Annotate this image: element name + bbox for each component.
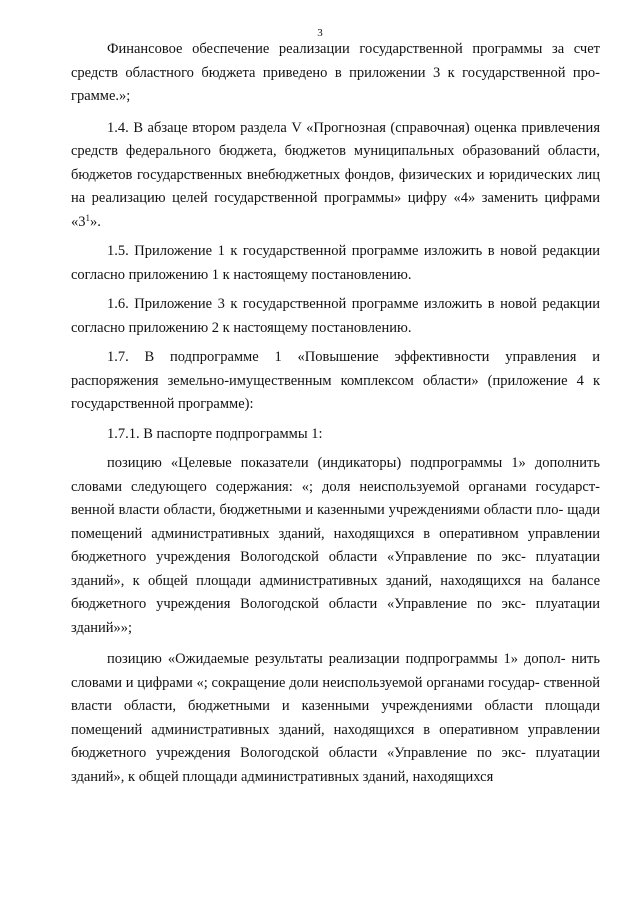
paragraph-financing: Финансовое обеспечение реализации государственной программы за счет средств областного бюджета приведено в приложении 3 к государственной про- грамме.»; bbox=[71, 41, 600, 104]
paragraph-item-1-4 bbox=[71, 117, 600, 235]
paragraph-item-1-5: 1.5. Приложение 1 к государственной программе изложить в новой редакции согласно приложению 1 к настоящему постановлению. bbox=[71, 243, 600, 283]
paragraph-expected-results: позицию «Ожидаемые результаты реализации подпрограммы 1» допол- нить словами и цифрами «; сокращение доли неиспользуемой органами государ- ственной власти области, бюджетными и казенными учреждениями области площади помещений административных зданий, находящихся в оперативном управлении бюджетного учреждения Вологодской области «Управление по экс- плуатации зданий», к общей площади административных зданий, находящихся bbox=[71, 651, 600, 785]
paragraph-target-indicators: позицию «Целевые показатели (индикаторы) подпрограммы 1» дополнить словами следующего содержания: «; доля неиспользуемой органами государст- венной власти области, бюджетными и казенными учреждениями области пло- щади помещений административных зданий, находящихся в оперативном управлении бюджетного учреждения Вологодской области «Управление по экс- плуатации зданий», к общей площади административных зданий, находящихся на балансе бюджетного учреждения Вологодской области «Управление по экс- плуатации зданий»»; bbox=[71, 455, 600, 636]
paragraph-item-1-4-end: ». bbox=[90, 213, 101, 230]
page-number: 3 bbox=[317, 27, 323, 39]
paragraph-item-1-7: 1.7. В подпрограмме 1 «Повышение эффективности управления и распоряжения земельно-имущественным комплексом области» (приложение 4 к государственной программе): bbox=[71, 349, 600, 412]
superscript-one: 1 bbox=[85, 212, 90, 223]
document-body bbox=[71, 38, 600, 789]
paragraph-item-1-4-text: 1.4. В абзаце втором раздела V «Прогнозная (справочная) оценка привлечения средств федерального бюджета, бюджетов муниципальных образований области, бюджетов государственных внебюджетных фондов, физических и юридических лиц на реализацию целей государственной программы» цифру «4» заменить цифрами «3 bbox=[71, 119, 600, 230]
paragraph-item-1-7-1: 1.7.1. В паспорте подпрограммы 1: bbox=[107, 425, 323, 442]
paragraph-item-1-6: 1.6. Приложение 3 к государственной программе изложить в новой редакции согласно приложению 2 к настоящему постановлению. bbox=[71, 296, 600, 336]
